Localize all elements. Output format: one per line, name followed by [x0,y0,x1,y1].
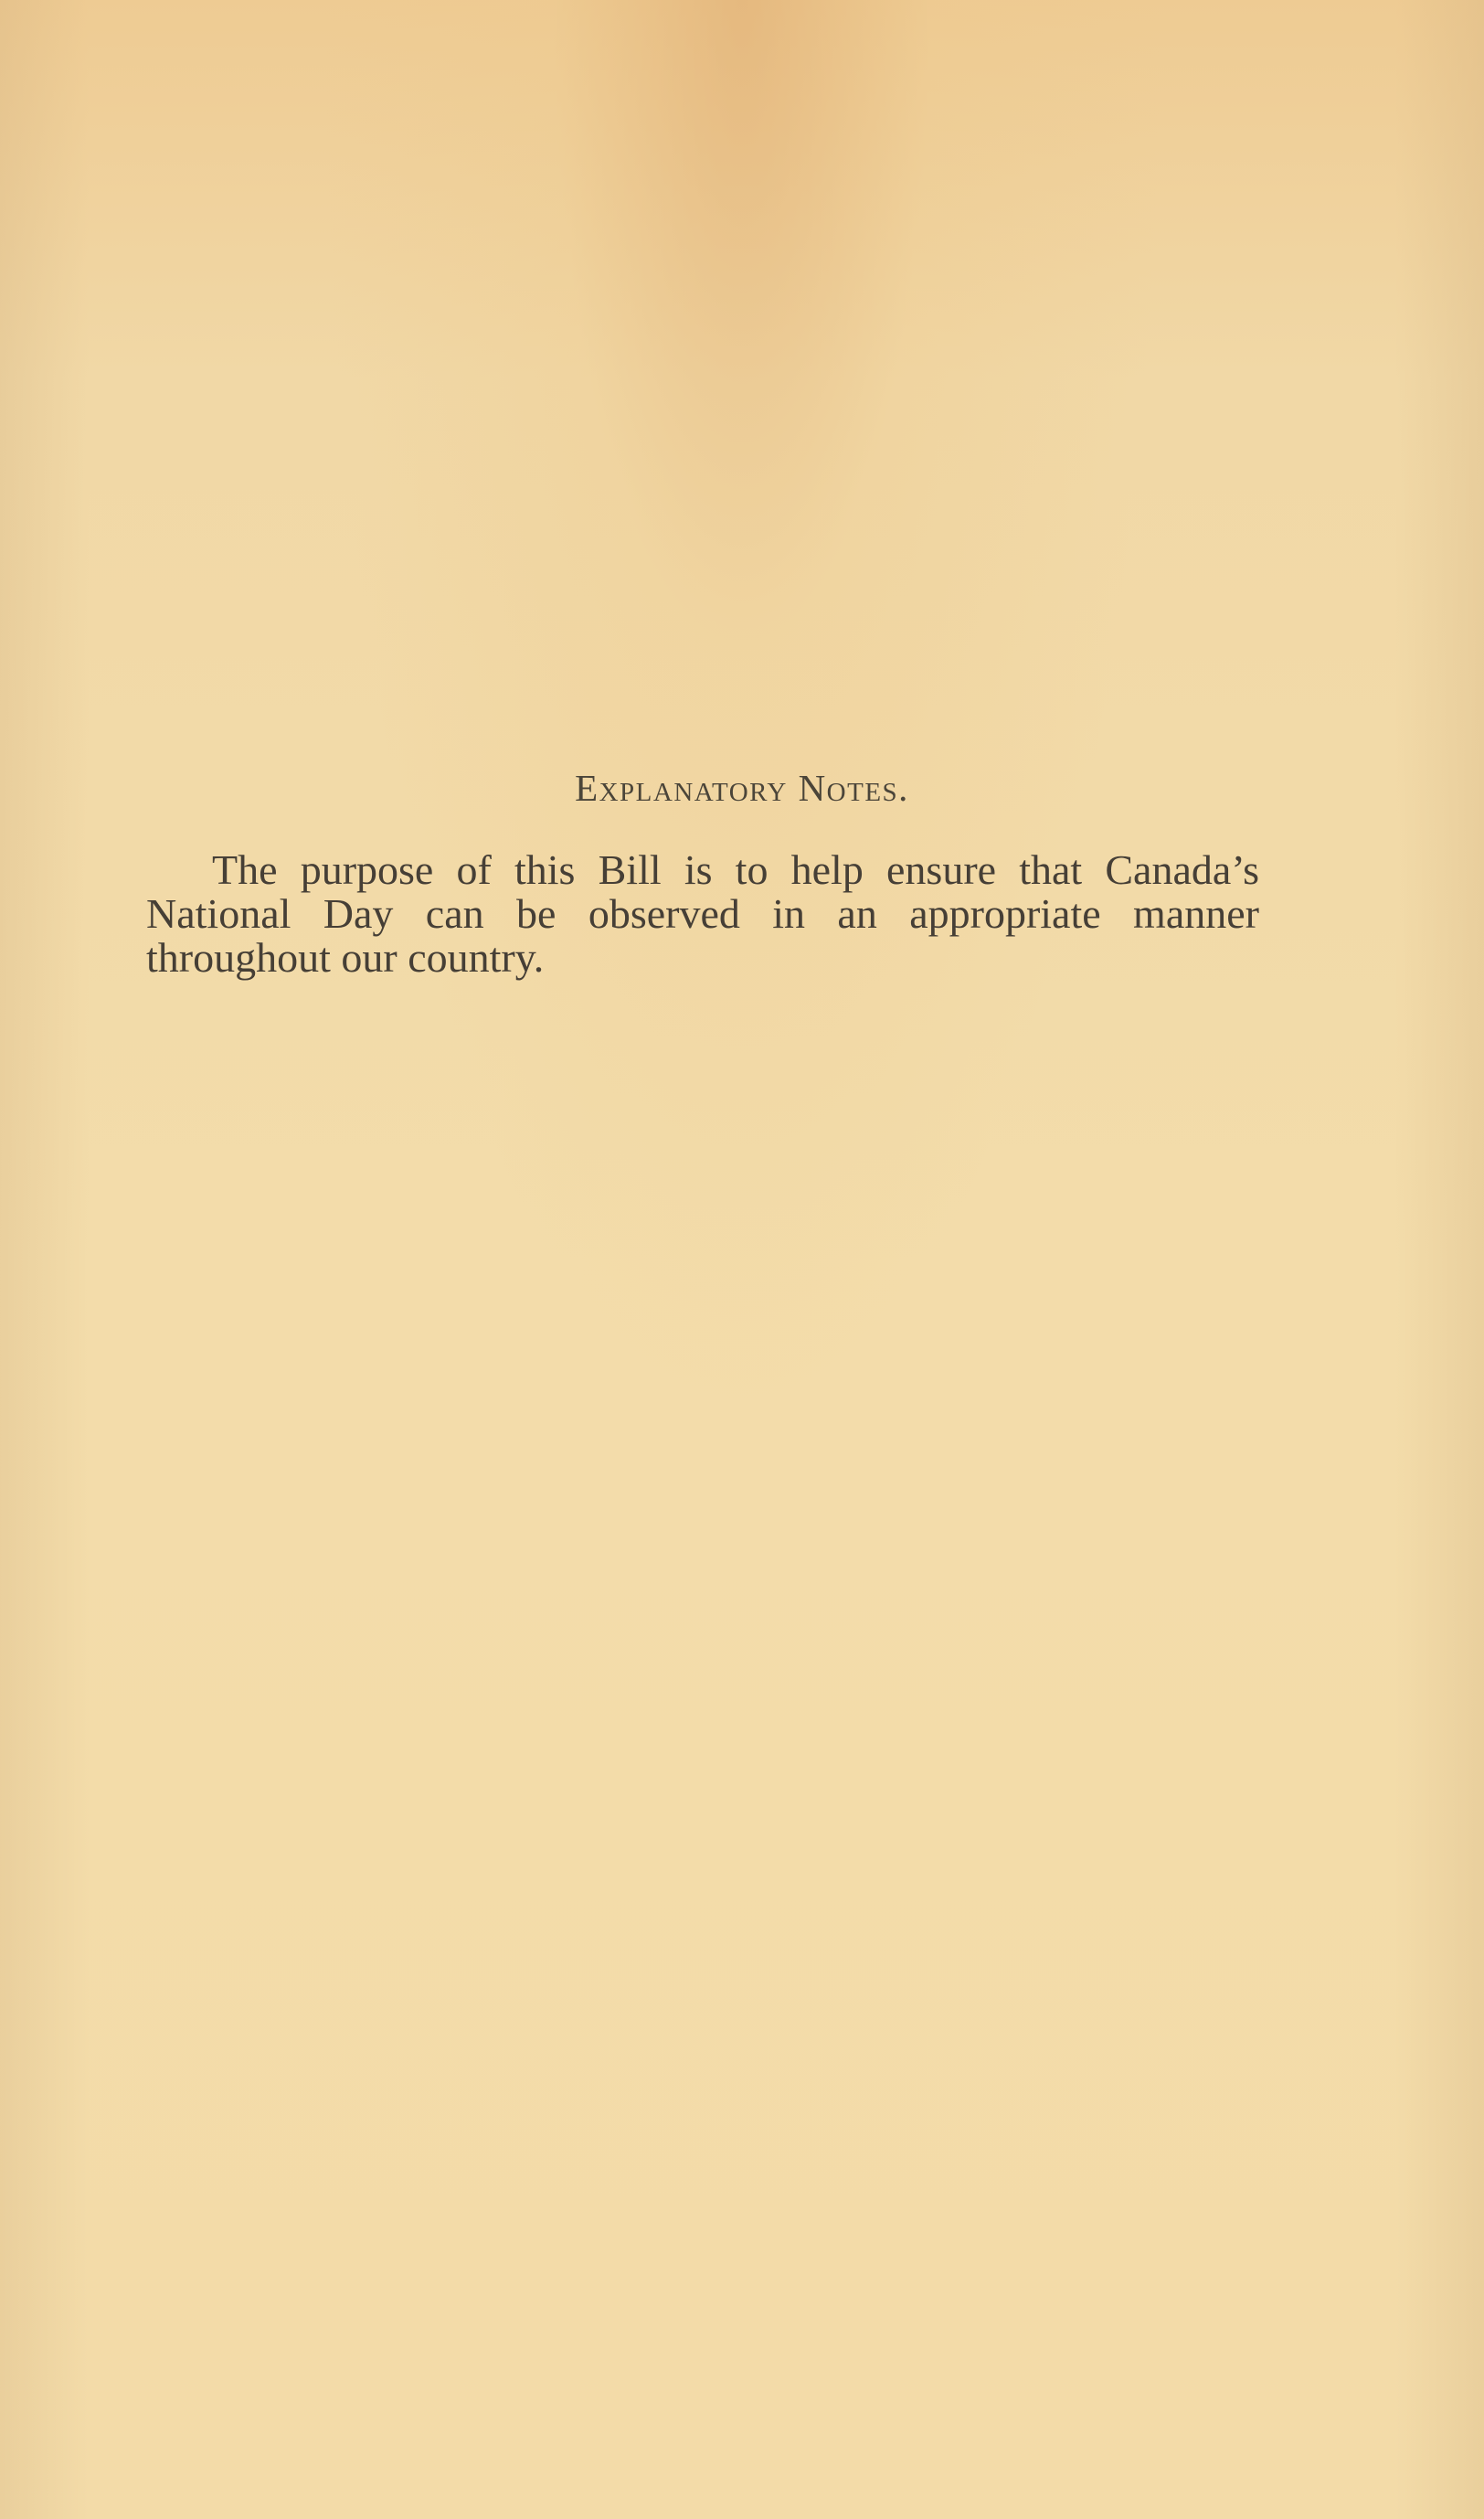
explanatory-notes-body: The purpose of this Bill is to help ensure that Canada’s National Day can be observed in an appropriate manner throughout our country. [146,846,1259,981]
explanatory-notes-heading: Explanatory Notes. [575,767,909,809]
